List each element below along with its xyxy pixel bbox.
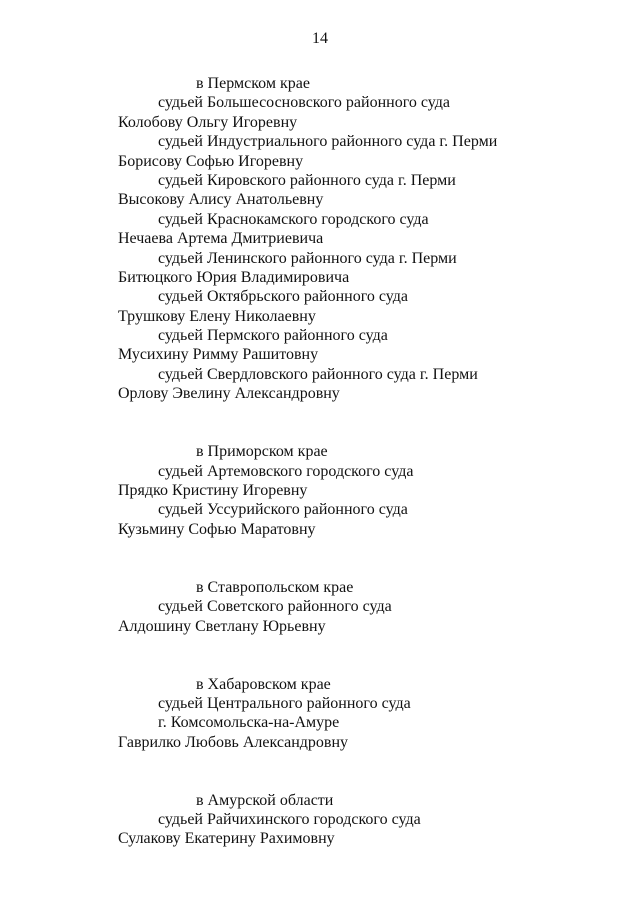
document-body <box>118 74 618 887</box>
court-position: судьей Кировского районного суда г. Перми <box>158 171 456 189</box>
court-position: судьей Октябрьского районного суда <box>158 288 408 306</box>
region-heading: в Амурской области <box>196 791 334 809</box>
court-position: судьей Центрального районного суда <box>158 694 411 712</box>
court-position: г. Комсомольска-на-Амуре <box>158 714 340 732</box>
appointee-name: Нечаева Артема Дмитриевича <box>118 230 324 248</box>
appointee-name: Алдошину Светлану Юрьевну <box>118 617 326 635</box>
court-position: судьей Свердловского районного суда г. Перми <box>158 365 478 383</box>
appointee-name: Сулакову Екатерину Рахимовну <box>118 830 335 848</box>
page-number: 14 <box>312 30 328 47</box>
appointee-name: Трушкову Елену Николаевну <box>118 307 316 325</box>
region-heading: в Ставропольском крае <box>196 578 354 596</box>
appointee-name: Гаврилко Любовь Александровну <box>118 733 349 751</box>
appointee-name: Кузьмину Софью Маратовну <box>118 520 316 538</box>
court-position: судьей Большесосновского районного суда <box>158 94 450 112</box>
region-section <box>118 791 618 849</box>
appointee-name: Колобову Ольгу Игоревну <box>118 113 298 131</box>
court-position: судьей Уссурийского районного суда <box>158 501 408 519</box>
court-position: судьей Райчихинского городского суда <box>158 811 421 829</box>
appointee-name: Мусихину Римму Рашитовну <box>118 346 319 364</box>
appointee-name: Прядко Кристину Игоревну <box>118 482 308 500</box>
region-section <box>118 578 618 636</box>
court-position: судьей Артемовского городского суда <box>158 462 414 480</box>
appointee-name: Борисову Софью Игоревну <box>118 152 304 170</box>
appointee-name: Высокову Алису Анатольевну <box>118 191 324 209</box>
appointee-name: Битюцкого Юрия Владимировича <box>118 268 350 286</box>
region-section <box>118 442 618 539</box>
region-heading: в Хабаровском крае <box>196 675 331 693</box>
region-section <box>118 675 618 753</box>
appointee-name: Орлову Эвелину Александровну <box>118 385 340 403</box>
court-position: судьей Индустриального районного суда г. Перми <box>158 133 498 151</box>
court-position: судьей Советского районного суда <box>158 598 392 616</box>
court-position: судьей Пермского районного суда <box>158 327 388 345</box>
region-heading: в Пермском крае <box>196 75 310 92</box>
region-section <box>118 74 618 404</box>
court-position: судьей Краснокамского городского суда <box>158 210 429 228</box>
court-position: судьей Ленинского районного суда г. Перми <box>158 249 457 267</box>
region-heading: в Приморском крае <box>196 443 328 461</box>
